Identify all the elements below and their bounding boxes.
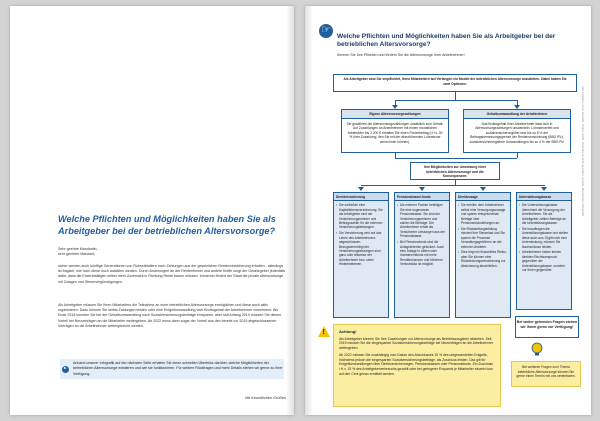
attention-paragraph-2: Ab 2022 müssen Sie unabhängig vom Datum des Abschlusses 15 % des umgewandelten Entgelts, höchstens jedoch die eingesparten Sozialversicherungsbeiträge, als Zuschuss leisten. Das gilt für Entgeltumwandlungen über Direktversicherungen, Pensionskassen oder Pensionsfonds. Ein Zuschuss i.H.v. 15 % des Arbeitgeberverbrauchs gezahlt oder bei geringerer Ersparnis je Mitarbeiter einzeln bzw. auf den Cent genau ermittelt werden.	[339, 352, 494, 376]
left-page	[10, 6, 294, 415]
option-salary-conversion-header: Gehaltsumwandlung der Arbeitnehmer	[464, 110, 570, 119]
column-header: Unterstützungskasse	[517, 193, 571, 201]
column-header: Direktzusage	[456, 193, 510, 201]
implementation-box: Ihre Möglichkeiten zur Umsetzung einer betrieblichen Altersvorsorge und die Konsequenzen:	[410, 162, 500, 180]
arrow-down-icon	[541, 187, 547, 191]
greeting-line-2: sehr geehrter Mandant,	[58, 252, 96, 257]
connector	[517, 153, 518, 158]
infographic-note	[60, 359, 284, 379]
employer-paragraph: Als Arbeitgeber müssen Sie Ihren Mitarbeitern die Teilnahme an einer betrieblichen Altersvorsorge ermöglichen und diese auch aktiv organisieren. Dazu können Sie selbst Zahlungen leisten oder eine Entgeltumwandlung vom Bruttogehalt der Arbeitnehmer vornehmen. Bis Ende 2018 konnten Sie bei der Gehaltsumwandlung noch Sozialversicherungsbeiträge einsparen, aber seit Anfang 2019 müssen Sie diesen Vorteil bei Neuverträgen an die Mitarbeiter weitergeben. Ab 2022 muss dann sogar der Vorteil aus den bereits vor 2019 abgeschlossenen Verträgen an die Arbeitnehmer weitergereicht werden.	[58, 303, 282, 328]
greeting	[58, 247, 286, 257]
pointing-hand-icon	[319, 24, 333, 38]
question-box: Bei weiter gehenden Fragen stehen wir Ihnen gerne zur Verfügung!	[515, 316, 579, 338]
arrow-right-icon	[62, 366, 69, 373]
column-pension-fund	[394, 192, 450, 318]
column-direct-commitment	[455, 192, 511, 318]
lightbulb-icon	[530, 342, 544, 358]
option-own-payments-body: Sie gewähren die Altersvorsorgezahlungen zusätzlich zum Gehalt. Auf Zuzahlungen an Arbeitnehmer mit einem monatlichen Arbeitslohn bis 2.200 € erhalten Sie einen Förderbetrag (i.H.v. 30 % Ihrer Zuzahlung, den Sie mit der abzuführenden Lohnsteuer verrechnen können).	[346, 121, 444, 145]
column-item: • Bei Pensionsfonds sind die Anlagekriterien gelockert. Auch eine Anlage in Aktien oder Investmentfonds mit mehr Renditechancen und höherem Verlustrisiko ist möglich.	[397, 240, 447, 266]
greeting-line-1: Sehr geehrte Mandantin,	[58, 247, 98, 251]
option-own-payments	[341, 109, 449, 153]
column-support-fund	[516, 192, 572, 310]
connector	[395, 100, 517, 101]
signature: Mit freundlichen Grüßen	[245, 396, 286, 400]
column-header: Direktversicherung	[334, 193, 388, 201]
option-salary-conversion-body: Das Bruttogehalt Ihrer Arbeitnehmer lässt sich in Altersvorsorgezahlungen umwandeln. Lohnsteuerfrei und sozialversicherungsfrei sind bis zu 8 % der Beitragsbemessungsgrenze der Rentenversicherung (BBG RV), sozialversicherungsfreie Umwandlungen bis zu 4 % der BBG RV.	[469, 121, 565, 145]
arrow-down-icon	[419, 187, 425, 191]
attention-box	[333, 324, 501, 407]
column-direct-insurance	[333, 192, 389, 318]
attention-header: Achtung!	[339, 329, 357, 334]
side-disclaimer: Alle Angaben ohne Gewähr. Stand: 2020. Nachdruck nicht gestattet. Quelle: Mandanten-Infografik	[581, 86, 585, 217]
infographic-subtitle: Kennen Sie Ihre Pflichten und fördern Sie die Altersvorsorge Ihrer Arbeitnehmer!	[337, 53, 465, 57]
column-item: • Dies birgt ein finanzielles Risiko, aber Sie können eine Rückdeckungsversicherung zur Absicherung abschließen.	[458, 250, 508, 268]
attention-paragraph-1: Als Arbeitgeber können Sie Ihre Zuzahlungen zur Altersvorsorge als Betriebsausgaben abziehen. Seit 2019 müssen Sie die eingesparten Sozialversicherungsbeiträge bei Neuverträgen an die Arbeitnehmer weitergeben.	[339, 336, 493, 351]
left-page-title: Welche Pflichten und Möglichkeiten haben Sie als Arbeitgeber bei der betrieblichen Altersvorsorge?	[58, 214, 276, 237]
connector	[455, 92, 456, 100]
connector	[361, 185, 545, 186]
obligation-box: Als Arbeitgeber sind Sie verpflichtet, Ihren Mitarbeitern auf Verlangen ein Modell der betrieblichen Altersvorsorge anzubieten. Dabei haben Sie zwei Optionen:	[333, 74, 577, 92]
column-item: • Arbeitnehmer haben keinen direkten Rechtsanspruch gegenüber der Unterstützungskasse, sondern nur Ihnen gegenüber.	[519, 250, 569, 272]
column-item: • Sie beauftragen die Unterstützungskasse und stellen diese auch aus. Ergibt sich eine Unterdeckung, müssen Sie Nachschüsse leisten.	[519, 227, 569, 249]
arrow-down-icon	[480, 187, 486, 191]
column-item: • Sie schließen eine Kapitallebensversicherung. Sie als Arbeitgeber sind der Versicherungsnehmer und Beitragszahler für die externen Versicherungsleistungen.	[336, 203, 386, 229]
contact-box: Bei weiteren Fragen zum Thema betriebliche Altersvorsorge können Sie gerne einen Termin mit uns vereinbaren.	[511, 361, 581, 387]
column-item: • Die Unterstützungskasse übernimmt die Versorgung der Arbeitnehmer. Sie als Arbeitgeber zahlen Beiträge an die Unterstützungskasse.	[519, 203, 569, 225]
column-item: • Sie erteilen dem Arbeitnehmer selbst eine Versorgungszusage und sparen entsprechende Beträge über Pensionsrückstellungen an.	[458, 203, 508, 225]
warning-icon	[318, 326, 330, 337]
column-item: • Die Rückstellungsbildung mindert Ihre Steuerlast und Sie sparen die Prozesse Verwaltungsgebühren an die externen Anbieter.	[458, 227, 508, 249]
infographic-title: Welche Pflichten und Möglichkeiten haben Sie als Arbeitgeber bei der betrieblichen Altersvorsorge?	[337, 33, 556, 49]
right-page	[305, 6, 591, 415]
column-item: • Als externer Partner beteiligen Sie eine sogenannte Pensionskasse. Sie sind der Versicherungsnehmer und zahlen die Beiträge. Die Arbeitnehmer erhalt als Versicherter Leistungen aus der Pensionskasse.	[397, 203, 447, 238]
option-own-payments-header: Eigene Altersvorsorgezahlungen	[342, 110, 448, 119]
infographic-note-text: Anhand unserer Infografik auf der nächsten Seite erhalten Sie einen schnellen Überblick darüber, welche Möglichkeiten der betrieblichen Altersvorsorge existieren und wie sie funktionieren. Für weitere Rückfragen und mehr Details stehen wir gerne zu Ihrer Verfügung.	[73, 361, 283, 376]
connector	[395, 158, 517, 159]
column-item: • Die Versicherung wird auf das Leben des Arbeitnehmers abgeschlossen. Bezugsberechtigt der Versicherungsleistungen sind ganz oder teilweise der Arbeitnehmer bzw. seine Hinterbliebenen.	[336, 231, 386, 266]
arrow-down-icon	[358, 187, 364, 191]
option-salary-conversion	[463, 109, 571, 153]
column-header: Pensionskasse/-fonds	[395, 193, 449, 201]
intro-paragraph: sicher werden auch künftige Generationen von Ruheständlern noch Zahlungen aus der gesetzlichen Rentenversicherung erhalten - allerdings ist fraglich, wie hoch diese noch ausfallen werden. Durch Änderungen an der Rentenformel und andere Kniffe sorgt der Gesetzgeber jedenfalls dafür, dass die Erwerbstätigen selbst mehr Zuversicht in Richtung Rente bauen müssen. Immerhin fördert der Staat die private Altersvorsorge mit Zulagen und Steuervergünstigungen.	[58, 264, 286, 284]
